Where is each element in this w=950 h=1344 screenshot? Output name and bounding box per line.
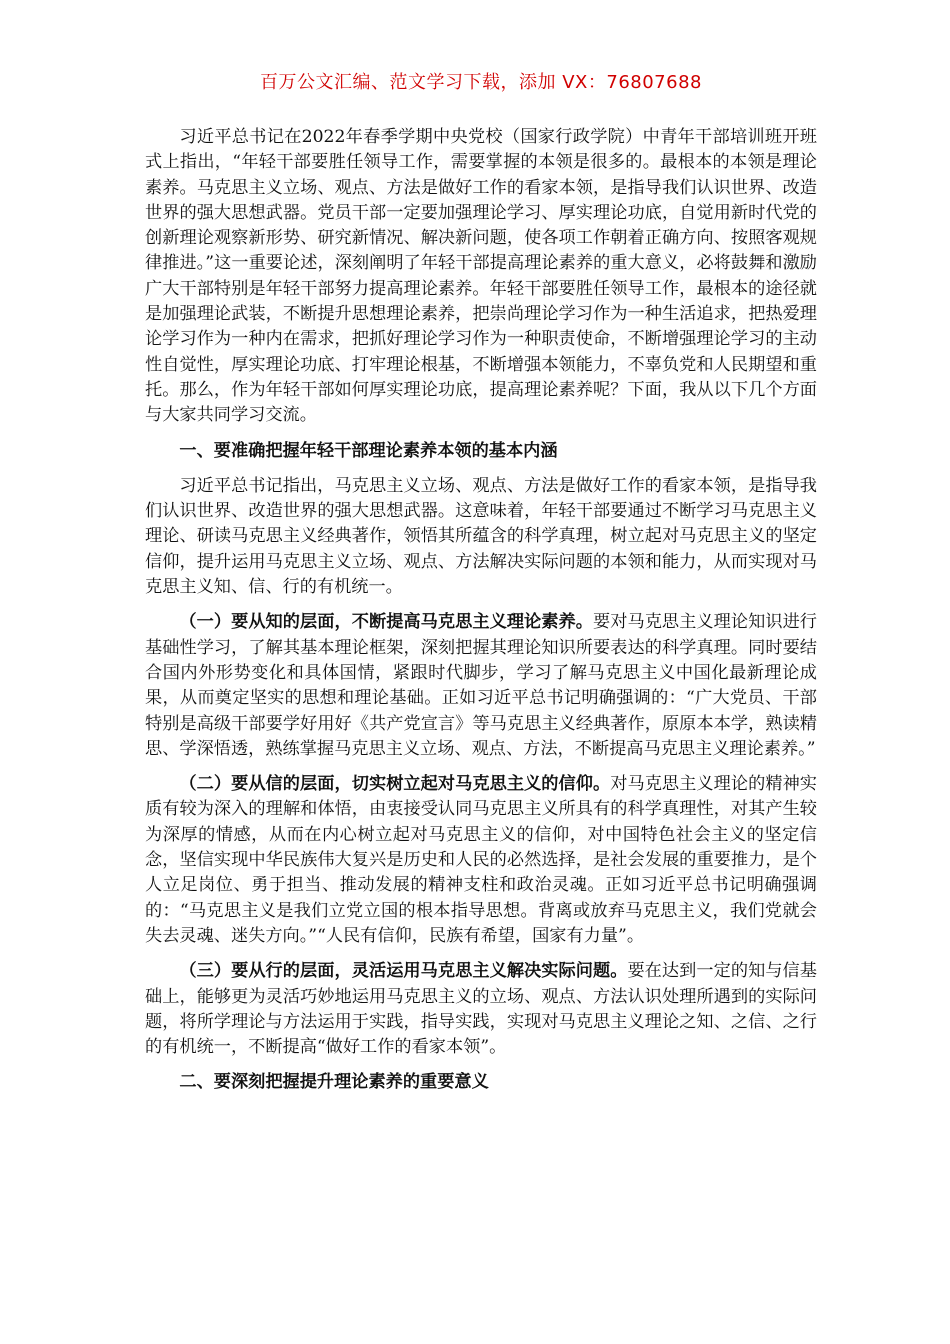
intro-paragraph: 习近平总书记在2022年春季学期中央党校（国家行政学院）中青年干部培训班开班式上指出，“年轻干部要胜任领导工作，需要掌握的本领是很多的。最根本的本领是理论素养。马克思主义立场、观点、方法是做好工作的看家本领，是指导我们认识世界、改造世界的强大思想武器。党员干部一定要加强理论学习、厚实理论功底，自觉用新时代党的创新理论观察新形势、研究新情况、解决新问题，使各项工作朝着正确方向、按照客观规律推进。”这一重要论述，深刻阐明了年轻干部提高理论素养的重大意义，必将鼓舞和激励广大干部特别是年轻干部努力提高理论素养。年轻干部要胜任领导工作，最根本的途径就是加强理论武装，不断提升思想理论素养，把崇尚理论学习作为一种生活追求，把热爱理论学习作为一种内在需求，把抓好理论学习作为一种职责使命，不断增强理论学习的主动性自觉性，厚实理论功底、打牢理论根基，不断增强本领能力，不辜负党和人民期望和重托。那么，作为年轻干部如何厚实理论功底，提高理论素养呢？下面，我从以下几个方面与大家共同学习交流。: [145, 127, 817, 426]
item-1-lead: （一）要从知的层面，不断提高马克思主义理论素养。: [179, 612, 593, 633]
item-3-lead: （三）要从行的层面，灵活运用马克思主义解决实际问题。: [179, 961, 628, 982]
item-2-text: 对马克思主义理论的精神实质有较为深入的理解和体悟，由衷接受认同马克思主义所具有的科学真理性，对其产生较为深厚的情感，从而在内心树立起对马克思主义的信仰，对中国特色社会主义的坚定信念，坚信实现中华民族伟大复兴是历史和人民的必然选择，是社会发展的重要推力，是个人立足岗位、勇于担当、推动发展的精神支柱和政治灵魂。正如习近平总书记明确强调的：“马克思主义是我们立党立国的根本指导思想。背离或放弃马克思主义，我们党就会失去灵魂、迷失方向。”“人民有信仰，民族有希望，国家有力量”。: [145, 774, 817, 946]
section1-item-2: [145, 772, 817, 949]
item-1-text: 要对马克思主义理论知识进行基础性学习，了解其基本理论框架，深刻把握其理论知识所要表达的科学真理。同时要结合国内外形势变化和具体国情，紧跟时代脚步，学习了解马克思主义中国化最新理论成果，从而奠定坚实的思想和理论基础。正如习近平总书记明确强调的：“广大党员、干部特别是高级干部要学好用好《共产党宣言》等马克思主义经典著作，原原本本学，熟读精思、学深悟透，熟练掌握马克思主义立场、观点、方法，不断提高马克思主义理论素养。”: [145, 612, 817, 759]
item-3-text: 要在达到一定的知与信基础上，能够更为灵活巧妙地运用马克思主义的立场、观点、方法认识处理所遇到的实际问题，将所学理论与方法运用于实践，指导实践，实现对马克思主义理论之知、之信、之行的有机统一，不断提高“做好工作的看家本领”。: [145, 961, 817, 1058]
section1-body: 习近平总书记指出，马克思主义立场、观点、方法是做好工作的看家本领，是指导我们认识世界、改造世界的强大思想武器。这意味着，年轻干部要通过不断学习马克思主义理论、研读马克思主义经典著作，领悟其所蕴含的科学真理，树立起对马克思主义的坚定信仰，提升运用马克思主义立场、观点、方法解决实际问题的本领和能力，从而实现对马克思主义知、信、行的有机统一。: [145, 475, 817, 598]
document-body: [145, 125, 817, 1096]
section1-item-3: [145, 959, 817, 1060]
section2-heading: 二、要深刻把握提升理论素养的重要意义: [179, 1072, 489, 1093]
header-watermark: 百万公文汇编、范文学习下载，添加 VX：76807688: [260, 72, 702, 93]
section1-item-1: [145, 610, 817, 762]
item-2-lead: （二）要从信的层面，切实树立起对马克思主义的信仰。: [179, 774, 611, 795]
section1-heading: 一、要准确把握年轻干部理论素养本领的基本内涵: [179, 440, 558, 461]
